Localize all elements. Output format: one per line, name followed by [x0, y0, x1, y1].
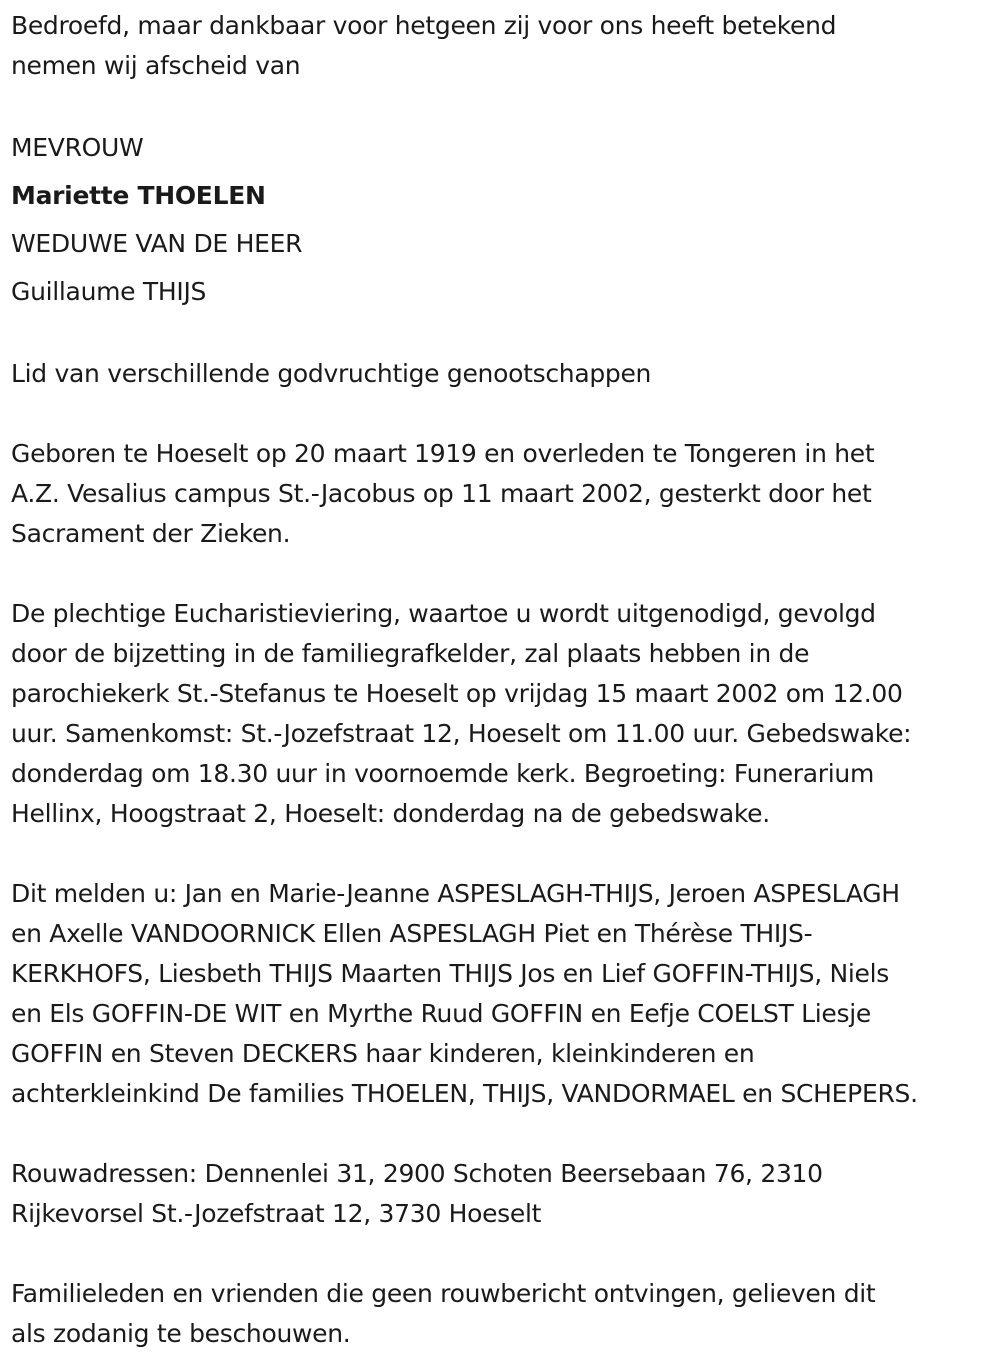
paragraph-line: Geboren te Hoeselt op 20 maart 1919 en overleden te Tongeren in het: [11, 439, 875, 468]
paragraph-line: De plechtige Eucharistieviering, waartoe u wordt uitgenodigd, gevolgd: [11, 599, 876, 628]
membership-paragraph: Lid van verschillende godvruchtige genootschappen: [11, 359, 652, 388]
paragraph-line: parochiekerk St.-Stefanus te Hoeselt op vrijdag 15 maart 2002 om 12.00: [11, 679, 903, 708]
paragraph-line: Dit melden u: Jan en Marie-Jeanne ASPESLAGH-THIJS, Jeroen ASPESLAGH: [11, 879, 900, 908]
paragraph-line: A.Z. Vesalius campus St.-Jacobus op 11 maart 2002, gesterkt door het: [11, 479, 872, 508]
deceased-relation: WEDUWE VAN DE HEER: [11, 229, 303, 258]
paragraph-line: Rouwadressen: Dennenlei 31, 2900 Schoten Beersebaan 76, 2310: [11, 1159, 823, 1188]
obituary-notice: [11, 6, 995, 1354]
paragraph-line: Familieleden en vrienden die geen rouwbericht ontvingen, gelieven dit: [11, 1279, 876, 1308]
paragraph-line: Hellinx, Hoogstraat 2, Hoeselt: donderdag na de gebedswake.: [11, 799, 770, 828]
paragraph-line: donderdag om 18.30 uur in voornoemde kerk. Begroeting: Funerarium: [11, 759, 875, 788]
addresses-paragraph: [11, 1154, 995, 1234]
paragraph-line: als zodanig te beschouwen.: [11, 1319, 351, 1348]
paragraph-line: achterkleinkind De families THOELEN, THIJS, VANDORMAEL en SCHEPERS.: [11, 1079, 918, 1108]
intro-paragraph: [11, 6, 995, 86]
paragraph-line: uur. Samenkomst: St.-Jozefstraat 12, Hoeselt om 11.00 uur. Gebedswake:: [11, 719, 912, 748]
intro-line: nemen wij afscheid van: [11, 51, 301, 80]
deceased-spouse: Guillaume THIJS: [11, 277, 207, 306]
family-paragraph: [11, 874, 995, 1114]
closing-paragraph: [11, 1274, 995, 1354]
deceased-block: [11, 124, 995, 316]
paragraph-line: KERKHOFS, Liesbeth THIJS Maarten THIJS Jos en Lief GOFFIN-THIJS, Niels: [11, 959, 889, 988]
paragraph-line: Rijkevorsel St.-Jozefstraat 12, 3730 Hoeselt: [11, 1199, 542, 1228]
intro-line: Bedroefd, maar dankbaar voor hetgeen zij voor ons heeft betekend: [11, 11, 837, 40]
paragraph-line: GOFFIN en Steven DECKERS haar kinderen, kleinkinderen en: [11, 1039, 755, 1068]
paragraph-line: en Axelle VANDOORNICK Ellen ASPESLAGH Piet en Thérèse THIJS-: [11, 919, 813, 948]
ceremony-paragraph: [11, 594, 995, 834]
deceased-title: MEVROUW: [11, 133, 144, 162]
paragraph-line: door de bijzetting in de familiegrafkelder, zal plaats hebben in de: [11, 639, 810, 668]
paragraph-line: en Els GOFFIN-DE WIT en Myrthe Ruud GOFFIN en Eefje COELST Liesje: [11, 999, 871, 1028]
birth-death-paragraph: [11, 434, 995, 554]
paragraph-line: Sacrament der Zieken.: [11, 519, 291, 548]
deceased-name: Mariette THOELEN: [11, 181, 266, 210]
